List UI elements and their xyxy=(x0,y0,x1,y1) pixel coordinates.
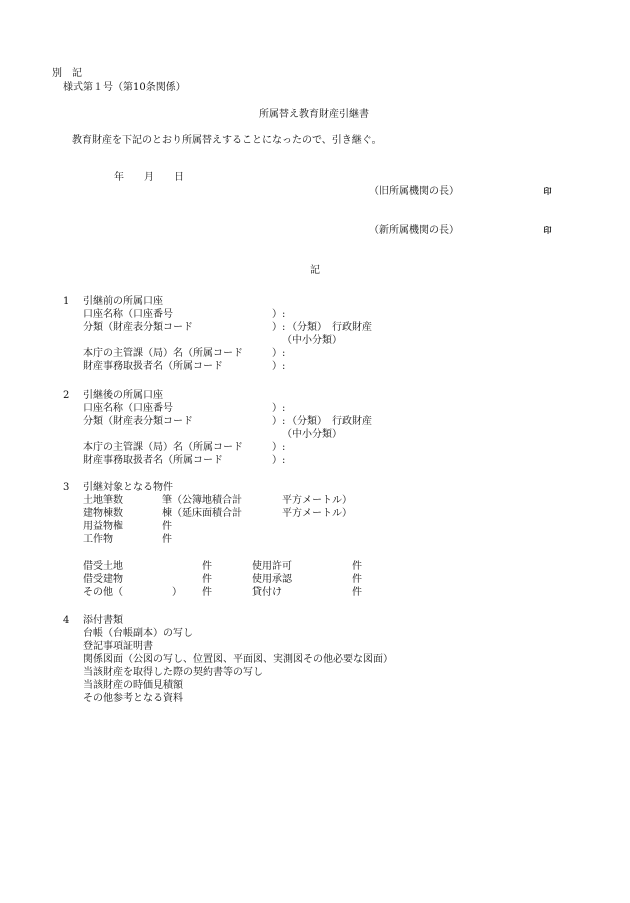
annex-label: 別 記 xyxy=(52,68,82,79)
intro-text: 教育財産を下記のとおり所属替えすることになったので、引き継ぐ。 xyxy=(72,135,382,146)
document-title: 所属替え教育財産引継書 xyxy=(259,109,369,120)
section2-number: 2 xyxy=(63,390,70,401)
loan-unit: 件 xyxy=(202,587,212,598)
attachment-item: 当該財産の時価見積額 xyxy=(83,680,183,691)
loan-label: 借受建物 xyxy=(83,574,123,585)
loan-unit: 件 xyxy=(202,561,212,572)
section1-heading: 引継前の所属口座 xyxy=(83,296,163,307)
section1-row-value: （分類） 行政財産 xyxy=(287,322,372,333)
section2-subcategory: （中小分類） xyxy=(282,429,342,440)
section2-row-label: 財産事務取扱者名（所属コード xyxy=(83,455,223,466)
property-label: 土地筆数 xyxy=(83,495,123,506)
new-head-label: （新所属機関の長） xyxy=(369,225,459,236)
date-month: 月 xyxy=(144,172,154,183)
section2-row-label: 分類（財産表分類コード xyxy=(83,416,193,427)
attachment-item: 登記事項証明書 xyxy=(83,641,153,652)
section2-row-value: （分類） 行政財産 xyxy=(287,416,372,427)
loan-unit2: 件 xyxy=(352,574,362,585)
property-label: 用益物権 xyxy=(83,521,123,532)
property-unit: 棟（延床面積合計 xyxy=(162,508,242,519)
section2-row-close: ）: xyxy=(272,455,286,466)
section3-heading: 引継対象となる物件 xyxy=(83,482,173,493)
section1-row-close: ）: xyxy=(272,361,286,372)
loan-kind: 貸付け xyxy=(252,587,282,598)
section2-row-close: ）: xyxy=(272,403,286,414)
property-tail: 平方メートル） xyxy=(282,495,352,506)
seal-icon: 印 xyxy=(543,186,552,196)
section2-row-close: ）: xyxy=(272,416,286,427)
section2-row-label: 本庁の主管課（局）名（所属コード xyxy=(83,442,243,453)
property-unit: 件 xyxy=(162,534,172,545)
section4-heading: 添付書類 xyxy=(83,615,123,626)
section3-number: 3 xyxy=(63,482,70,493)
loan-paren: ） xyxy=(172,587,182,598)
section2-row-label: 口座名称（口座番号 xyxy=(83,403,173,414)
section1-subcategory: （中小分類） xyxy=(282,335,342,346)
section1-row-label: 分類（財産表分類コード xyxy=(83,322,193,333)
form-number: 様式第１号（第10条関係） xyxy=(63,82,186,93)
section1-row-label: 財産事務取扱者名（所属コード xyxy=(83,361,223,372)
section1-number: 1 xyxy=(63,296,70,307)
section1-row-label: 口座名称（口座番号 xyxy=(83,309,173,320)
loan-kind: 使用許可 xyxy=(252,561,292,572)
section4-number: 4 xyxy=(63,615,70,626)
loan-label: その他（ xyxy=(83,587,123,598)
section1-row-close: ）: xyxy=(272,309,286,320)
loan-unit2: 件 xyxy=(352,587,362,598)
date-year: 年 xyxy=(114,172,124,183)
section1-row-close: ）: xyxy=(272,322,286,333)
property-tail: 平方メートル） xyxy=(282,508,352,519)
attachment-item: 関係図面（公図の写し、位置図、平面図、実測図その他必要な図面） xyxy=(83,654,393,665)
property-label: 工作物 xyxy=(83,534,113,545)
property-unit: 筆（公簿地積合計 xyxy=(162,495,242,506)
loan-unit: 件 xyxy=(202,574,212,585)
date-day: 日 xyxy=(174,172,184,183)
loan-kind: 使用承認 xyxy=(252,574,292,585)
section2-row-close: ）: xyxy=(272,442,286,453)
loan-unit2: 件 xyxy=(352,561,362,572)
ki-label: 記 xyxy=(310,265,320,276)
section1-row-label: 本庁の主管課（局）名（所属コード xyxy=(83,348,243,359)
seal-icon: 印 xyxy=(543,225,552,235)
old-head-label: （旧所属機関の長） xyxy=(369,186,459,197)
section1-row-close: ）: xyxy=(272,348,286,359)
attachment-item: 台帳（台帳副本）の写し xyxy=(83,628,193,639)
property-unit: 件 xyxy=(162,521,172,532)
loan-label: 借受土地 xyxy=(83,561,123,572)
attachment-item: 当該財産を取得した際の契約書等の写し xyxy=(83,667,263,678)
property-label: 建物棟数 xyxy=(83,508,123,519)
attachment-item: その他参考となる資料 xyxy=(83,693,183,704)
section2-heading: 引継後の所属口座 xyxy=(83,390,163,401)
